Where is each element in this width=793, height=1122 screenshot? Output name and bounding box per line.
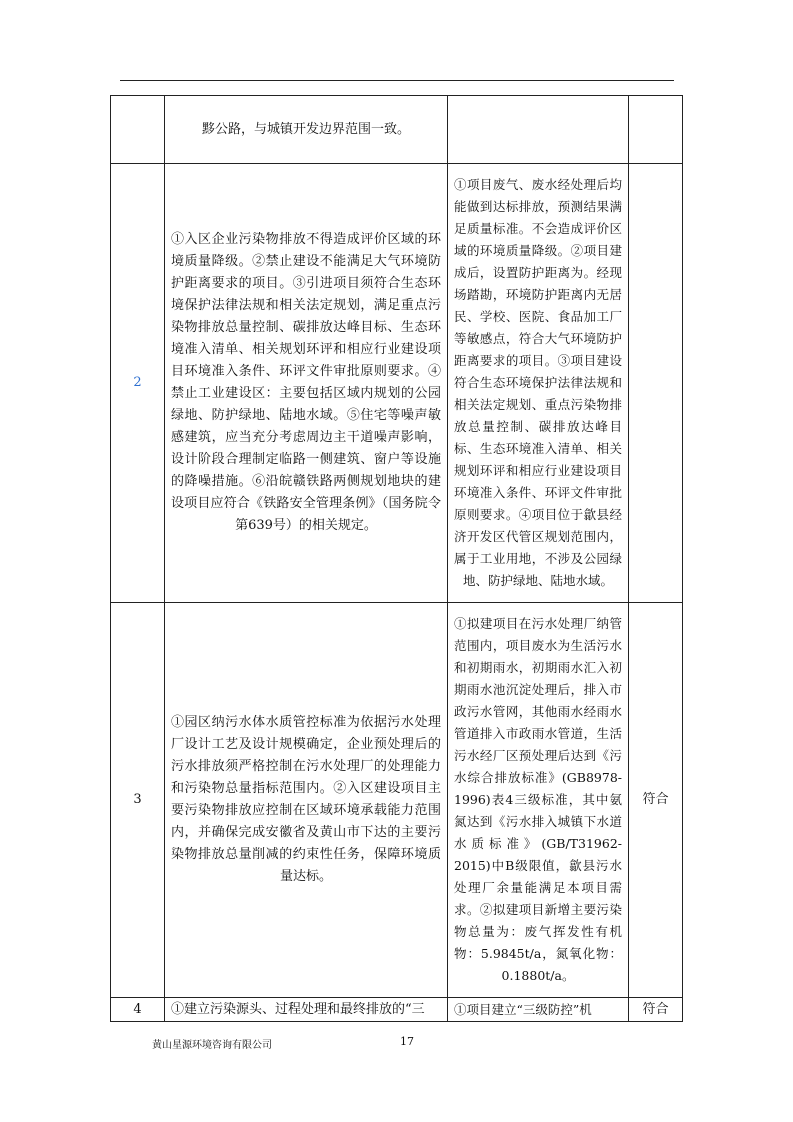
analysis-cell [448, 96, 629, 164]
result-cell: 符合 [629, 998, 683, 1022]
table-row [111, 603, 683, 998]
analysis-cell: ①项目废气、废水经处理后均能做到达标排放，预测结果满足质量标准。不会造成评价区域的环境质量降级。②项目建成后，设置防护距离为。经现场踏勘，环境防护距离内无居民、学校、医院、食品加工厂等敏感点，符合大气环境防护距离要求的项目。③项目建设符合生态环境保护法律法规和相关法定规划、重点污染物排放总量控制、碳排放达峰目标、生态环境准入清单、相关规划环评和相应行业建设项目环境准入条件、环评文件审批原则要求。④项目位于歙县经济开发区代管区规划范围内，属于工业用地，不涉及公园绿地、防护绿地、陆地水域。 [448, 164, 629, 603]
page-number: 17 [400, 1035, 414, 1048]
footer-company: 黄山星源环境咨询有限公司 [152, 1040, 272, 1051]
table-row [111, 164, 683, 603]
row-number: 2 [111, 164, 165, 603]
table-row [111, 96, 683, 164]
analysis-cell: ①拟建项目在污水处理厂纳管范围内，项目废水为生活污水和初期雨水，初期雨水汇入初期雨水池沉淀处理后，排入市政污水管网，其他雨水经雨水管道排入市政雨水管道，生活污水经厂区预处理后达到《污水综合排放标准》(GB8978-1996)表4三级标准，其中氨氮达到《污水排入城镇下水道水质标准》(GB/T31962-2015)中B级限值，歙县污水处理厂余量能满足本项目需求。②拟建项目新增主要污染物总量为：废气挥发性有机物：5.9845t/a，氮氧化物：0.1880t/a。 [448, 603, 629, 998]
result-cell [629, 96, 683, 164]
table-row [111, 998, 683, 1022]
header-rule [120, 80, 674, 81]
analysis-cell: ①项目建立“三级防控”机 [448, 998, 629, 1022]
row-number: 3 [111, 603, 165, 998]
row-number [111, 96, 165, 164]
requirement-cell: ①入区企业污染物排放不得造成评价区域的环境质量降级。②禁止建设不能满足大气环境防护距离要求的项目。③引进项目须符合生态环境保护法律法规和相关法定规划，满足重点污染物排放总量控制、碳排放达峰目标、生态环境准入清单、相关规划环评和相应行业建设项目环境准入条件、环评文件审批原则要求。④禁止工业建设区：主要包括区域内规划的公园绿地、防护绿地、陆地水域。⑤住宅等噪声敏感建筑，应当充分考虑周边主干道噪声影响，设计阶段合理制定临路一侧建筑、窗户等设施的降噪措施。⑥沿皖赣铁路两侧规划地块的建设项目应符合《铁路安全管理条例》（国务院令第639号）的相关规定。 [165, 164, 448, 603]
requirement-cell: ①建立污染源头、过程处理和最终排放的“三 [165, 998, 448, 1022]
result-cell: 符合 [629, 603, 683, 998]
result-cell [629, 164, 683, 603]
requirement-cell: 黟公路，与城镇开发边界范围一致。 [165, 96, 448, 164]
row-number: 4 [111, 998, 165, 1022]
requirement-cell: ①园区纳污水体水质管控标准为依据污水处理厂设计工艺及设计规模确定，企业预处理后的污水排放须严格控制在污水处理厂的处理能力和污染物总量指标范围内。②入区建设项目主要污染物排放应控制在区域环境承载能力范围内，并确保完成安徽省及黄山市下达的主要污染物排放总量削减的约束性任务，保障环境质量达标。 [165, 603, 448, 998]
compliance-table [110, 95, 683, 1022]
